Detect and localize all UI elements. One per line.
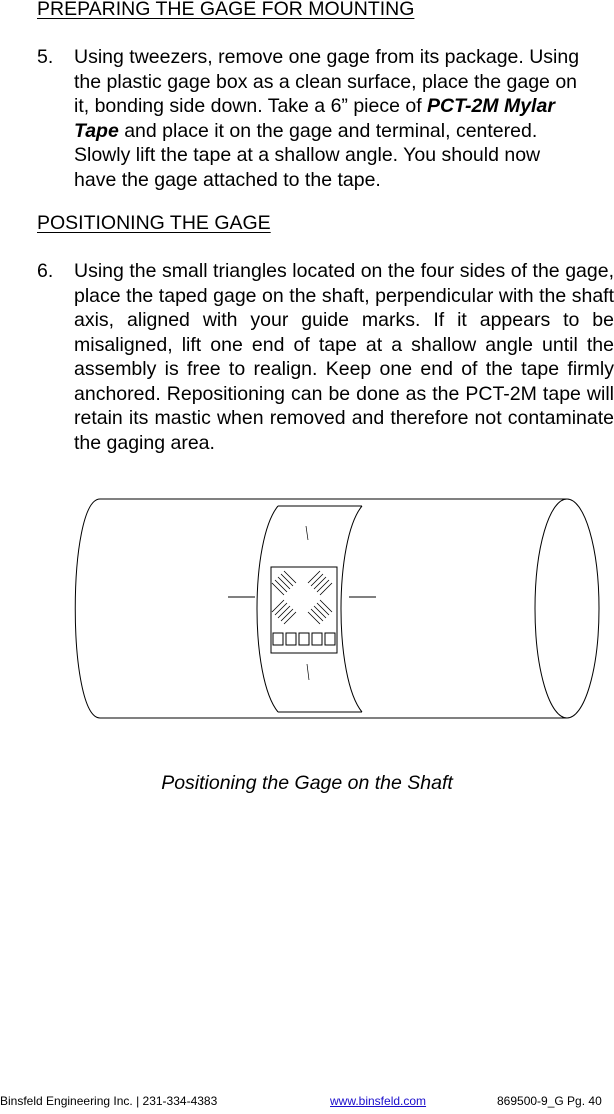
- step-5-line: [74, 119, 614, 144]
- step-number: 6.: [37, 260, 54, 282]
- footer-company: Binsfeld Engineering Inc. | 231-334-4383: [0, 1094, 218, 1108]
- step-5-line: Slowly lift the tape at a shallow angle. You should now: [74, 144, 541, 166]
- figure-caption: Positioning the Gage on the Shaft: [161, 772, 453, 794]
- step-5: [37, 45, 614, 192]
- gage-grid-top-right: [308, 571, 332, 595]
- step-5-line: Using tweezers, remove one gage from its package. Using: [74, 46, 580, 68]
- gage-grid-bottom-left: [272, 600, 296, 624]
- shaft-left-end: [75, 499, 100, 718]
- product-name-emphasis: PCT-2M Mylar: [427, 95, 555, 117]
- footer-doc-number: 869500-9_G Pg. 40: [497, 1094, 602, 1108]
- footer-website-link[interactable]: www.binsfeld.com: [330, 1094, 427, 1108]
- tape-right-edge: [341, 506, 362, 712]
- product-name-emphasis: Tape: [74, 119, 119, 142]
- gage-grid-bottom-right: [308, 600, 332, 624]
- step-5-line: have the gage attached to the tape.: [74, 168, 381, 191]
- strain-gage: [271, 567, 337, 653]
- gage-solder-tabs: [273, 633, 335, 645]
- section-heading-preparing: PREPARING THE GAGE FOR MOUNTING: [37, 0, 415, 20]
- step-5-text-segment: it, bonding side down. Take a 6” piece of: [74, 95, 428, 117]
- step-6-text: Using the small triangles located on the four sides of the gage, place the taped gage on the shaft, perpendicular with the shaft axis, aligned with your guide marks. If it appears to be misaligned, lift one end of tape at a shallow angle until the assembly is free to realign. Keep one end of the tape firmly anchored. Repositioning can be done as the PCT-2M tape will retain its mastic when removed and therefore not contaminate the gaging area.: [74, 260, 614, 454]
- step-number: 5.: [37, 46, 54, 68]
- gage-grid-top-left: [272, 571, 296, 595]
- step-5-text-segment: and place it on the gage and terminal, centered.: [118, 119, 538, 142]
- shaft-gage-illustration: [62, 492, 602, 724]
- step-5-text: [74, 45, 614, 192]
- step-5-line: the plastic gage box as a clean surface, place the gage on: [74, 70, 578, 93]
- section-heading-positioning: POSITIONING THE GAGE: [37, 212, 271, 234]
- page-footer: [0, 1094, 614, 1110]
- step-5-line: [74, 94, 614, 119]
- step-6: [37, 259, 614, 455]
- shaft-right-end: [535, 499, 599, 718]
- guide-mark-top: [306, 526, 308, 540]
- guide-mark-bottom: [307, 664, 309, 680]
